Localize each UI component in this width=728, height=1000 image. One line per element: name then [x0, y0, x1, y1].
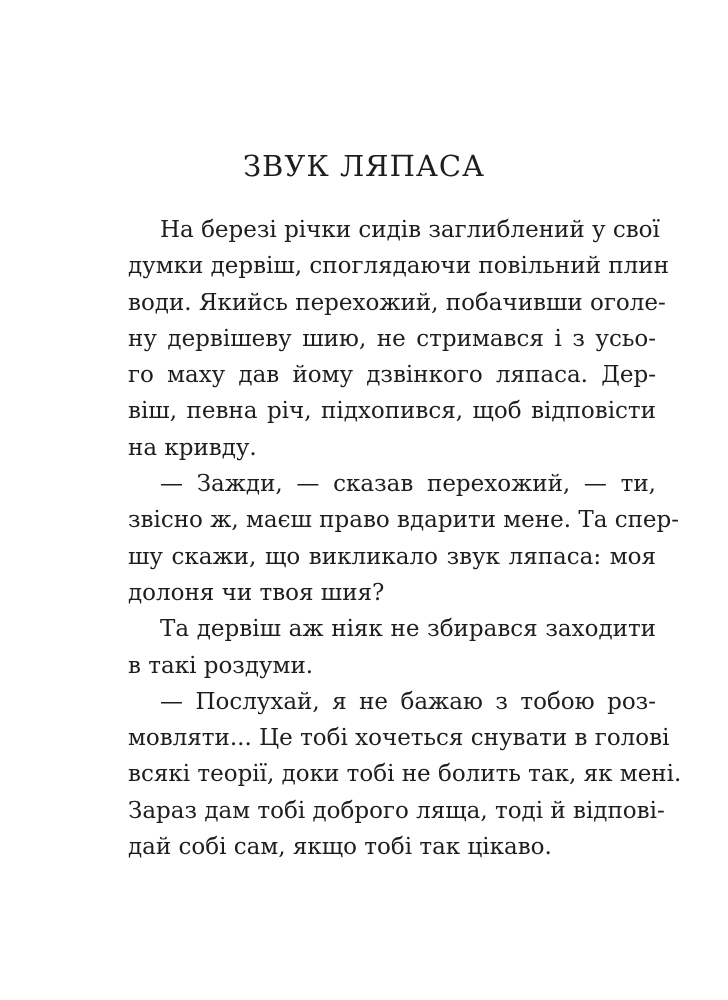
text-line: води. Якийсь перехожий, побачивши оголе-: [128, 289, 666, 316]
text-line: шу скажи, що викликало звук ляпаса: моя: [128, 543, 656, 570]
text-line: ну дервішеву шию, не стримався і з усьо-: [128, 325, 656, 352]
text-line: Та дервіш аж ніяк не збирався заходити: [160, 616, 656, 643]
text-line: всякі теорії, доки тобі не болить так, як мені.: [128, 761, 682, 788]
text-line: го маху дав йому дзвінкого ляпаса. Дер-: [128, 362, 656, 389]
text-line: думки дервіш, споглядаючи повільний плин: [128, 253, 669, 280]
text-line: на кривду.: [128, 434, 257, 461]
text-line: мовляти... Це тобі хочеться снувати в голові: [128, 725, 670, 752]
text-line: віш, певна річ, підхопився, щоб відповісти: [128, 398, 656, 425]
story-text: [128, 212, 682, 865]
text-line: звісно ж, маєш право вдарити мене. Та спер-: [128, 507, 680, 534]
text-line: Зараз дам тобі доброго ляща, тоді й відпові-: [128, 797, 665, 824]
text-line: в такі роздуми.: [128, 652, 314, 679]
text-line: — Послухай, я не бажаю з тобою роз-: [160, 688, 656, 715]
text-line: дай собі сам, якщо тобі так цікаво.: [128, 834, 552, 861]
text-line: На березі річки сидів заглиблений у свої: [160, 217, 660, 243]
text-line: долоня чи твоя шия?: [128, 579, 385, 606]
story-title: ЗВУК ЛЯПАСА: [242, 149, 486, 183]
text-line: — Зажди, — сказав перехожий, — ти,: [160, 471, 656, 498]
